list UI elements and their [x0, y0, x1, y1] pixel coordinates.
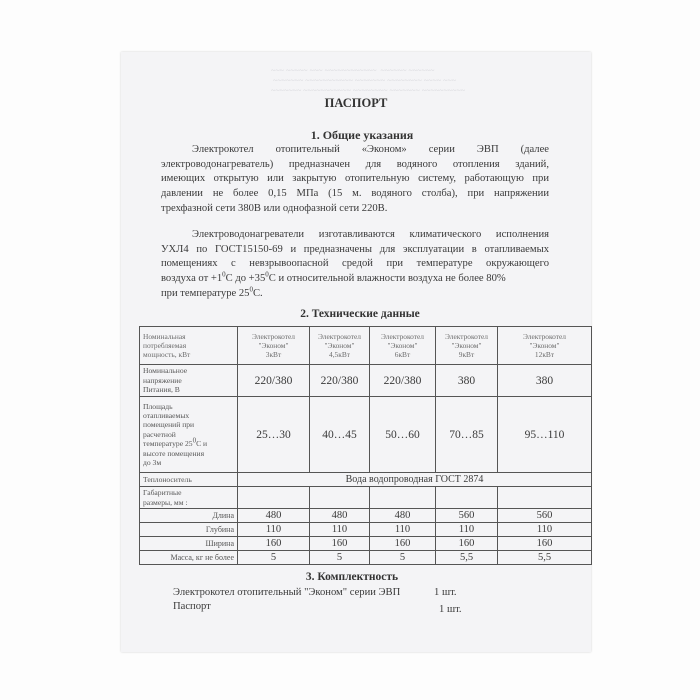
text-line: Электроводонагреватели изготавливаются климатического исполнения [192, 229, 549, 240]
table-cell: 70…85 [436, 397, 498, 473]
table-row [140, 509, 592, 523]
text-line: имеющих открытую или закрытую отопительную систему, работающую при [161, 173, 549, 185]
table-cell: 380 [436, 365, 498, 397]
table-header-cell: Электрокотел "Эконом" 12кВт [498, 327, 592, 365]
table-cell: 95…110 [498, 397, 592, 473]
table-cell: 220/380 [310, 365, 370, 397]
table-header-cell: Номинальная потребляемая мощность, кВт [140, 327, 238, 365]
kit-item-name: Электрокотел отопительный "Эконом" серии ЭВП [173, 587, 401, 598]
passport-page [121, 52, 591, 652]
table-cell [310, 487, 370, 509]
table-row-label: Масса, кг не более [140, 551, 238, 565]
table-cell: 5,5 [436, 551, 498, 565]
table-cell [436, 487, 498, 509]
table-row [140, 473, 592, 487]
table-cell: 5 [310, 551, 370, 565]
table-row-label: Длина [140, 509, 238, 523]
table-row-label: Номинальное напряжение Питания, В [140, 365, 238, 397]
table-row [140, 327, 592, 365]
table-cell: 160 [370, 537, 436, 551]
table-cell [370, 487, 436, 509]
kit-item-qty: 1 шт. [439, 604, 462, 615]
text-line: трехфазной сети 380В или однофазной сети 220В. [161, 202, 388, 214]
table-cell: 110 [498, 523, 592, 537]
table-cell: 480 [310, 509, 370, 523]
table-cell: 110 [310, 523, 370, 537]
table-cell: 560 [498, 509, 592, 523]
text-line: электроводонагреватель) предназначен для водяного отопления зданий, [161, 158, 549, 170]
table-cell: 480 [238, 509, 310, 523]
bleed-through-text: ~~~ ~~~~~ ~~~ ~~~~~~~~~~~~ ~~~~~~ ~~~~~~ ~~~~~~~ ~~~~~~~~~~~ ~~~~~~~ ~~~~~~~~ ~~~~ ~~~ ~~~~~~~ ~~~~~~~~~~~ ~~~~~~~~ ~~~~~~~ ~~~~~~~~~~ [271, 66, 466, 95]
table-row-label: Глубина [140, 523, 238, 537]
table-cell: 220/380 [370, 365, 436, 397]
table-cell [238, 487, 310, 509]
table-cell: Вода водопроводная ГОСТ 2874 [238, 473, 592, 487]
table-cell: 110 [370, 523, 436, 537]
table-cell: 5 [238, 551, 310, 565]
table-row [140, 523, 592, 537]
kit-item-name: Паспорт [173, 601, 211, 612]
table-header-cell: Электрокотел "Эконом" 3кВт [238, 327, 310, 365]
text-line: воздуха от $+1^0С$ до $+35^0С$ и относительной влажности воздуха не более 80% [161, 270, 506, 285]
table-row-label: Габаритные размеры, мм : [140, 487, 238, 509]
table-cell: 5,5 [498, 551, 592, 565]
kit-item-qty: 1 шт. [434, 587, 457, 598]
table-cell: 110 [238, 523, 310, 537]
table-header-cell: Электрокотел "Эконом" 4,5кВт [310, 327, 370, 365]
table-cell: 480 [370, 509, 436, 523]
section1-paragraph1 [161, 143, 549, 217]
table-cell: 220/380 [238, 365, 310, 397]
section1-paragraph2 [161, 228, 549, 302]
table-row [140, 365, 592, 397]
section1-heading: 1. Общие указания [310, 128, 414, 142]
table-cell: 160 [238, 537, 310, 551]
table-cell: 110 [436, 523, 498, 537]
table-row-label: Теплоноситель [140, 473, 238, 487]
table-cell: 25…30 [238, 397, 310, 473]
table-row [140, 551, 592, 565]
table-row-label: Площадь отапливаемых помещений при расчетной температуре $25^0С$ и высоте помещения до 3м [140, 397, 238, 473]
table-cell: 5 [370, 551, 436, 565]
document-title: ПАСПОРТ [324, 96, 388, 110]
table-row [140, 537, 592, 551]
table-cell: 40…45 [310, 397, 370, 473]
table-cell: 160 [498, 537, 592, 551]
text-line: при температуре $25^0С$. [161, 285, 263, 299]
section2-heading: 2. Технические данные [300, 308, 420, 320]
table-row-label: Ширина [140, 537, 238, 551]
text-line: Электрокотел отопительный «Эконом» серии ЭВП (далее [192, 144, 549, 155]
table-cell: 160 [436, 537, 498, 551]
table-header-cell: Электрокотел "Эконом" 6кВт [370, 327, 436, 365]
text-line: помещениях с невзрывоопасной средой при температуре окружающего [161, 258, 549, 270]
table-cell [498, 487, 592, 509]
table-cell: 50…60 [370, 397, 436, 473]
table-header-cell: Электрокотел "Эконом" 9кВт [436, 327, 498, 365]
table-cell: 560 [436, 509, 498, 523]
technical-data-table [139, 326, 592, 565]
text-line: УХЛ4 по ГОСТ15150-69 и предназначены для эксплуатации в отапливаемых [161, 243, 549, 255]
table-row [140, 397, 592, 473]
text-line: давлении не более 0,15 МПа (15 м. водяного столба), при напряжении [161, 188, 549, 200]
section3-heading: 3. Комплектность [305, 571, 399, 583]
table-row [140, 487, 592, 509]
table-cell: 160 [310, 537, 370, 551]
table-cell: 380 [498, 365, 592, 397]
